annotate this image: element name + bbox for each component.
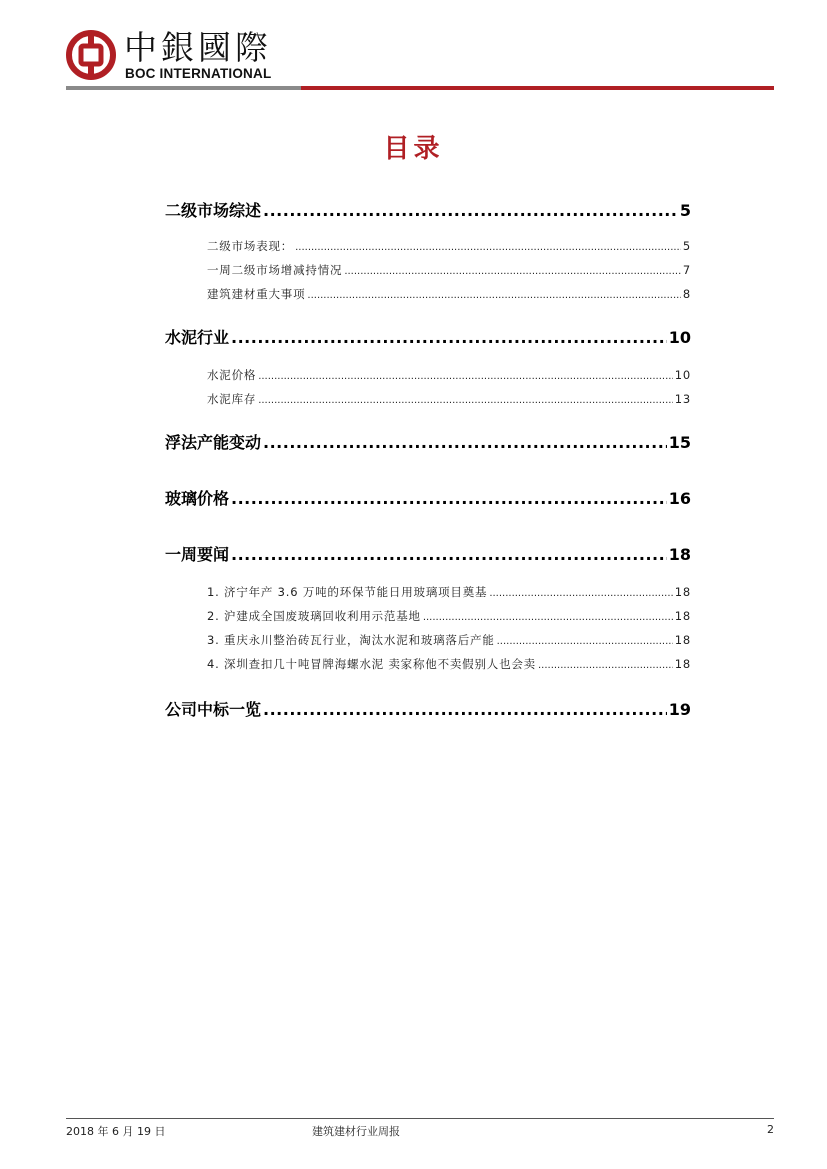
toc-entry-news-3[interactable] bbox=[207, 632, 691, 648]
header-rule-grey bbox=[66, 86, 301, 90]
toc-entry-page: 15 bbox=[668, 433, 691, 452]
toc-entry-news-4[interactable] bbox=[207, 656, 691, 672]
toc-entry-label: 二级市场综述 bbox=[165, 201, 262, 220]
toc-entry-label: 3. 重庆永川整治砖瓦行业，淘汰水泥和玻璃落后产能 bbox=[207, 633, 495, 647]
toc-entry-label: 水泥价格 bbox=[207, 368, 257, 382]
toc-leader-dots bbox=[231, 328, 667, 347]
toc-leader-dots bbox=[423, 612, 673, 623]
toc-leader-dots bbox=[263, 433, 667, 452]
toc-entry-page: 18 bbox=[674, 657, 691, 671]
toc-entry-cement-industry[interactable] bbox=[165, 325, 691, 348]
footer-report-name: 建筑建材行业周报 bbox=[312, 1125, 400, 1138]
toc-entry-label: 二级市场表现： bbox=[207, 239, 294, 253]
toc-entry-label: 玻璃价格 bbox=[165, 489, 230, 508]
toc-entry-page: 13 bbox=[674, 392, 691, 406]
toc-entry-weekly-news[interactable] bbox=[165, 542, 691, 565]
toc-entry-page: 7 bbox=[682, 263, 691, 277]
toc-entry-label: 公司中标一览 bbox=[165, 700, 262, 719]
toc-entry-page: 10 bbox=[668, 328, 691, 347]
page-header bbox=[66, 28, 774, 94]
toc-entry-glass-price[interactable] bbox=[165, 486, 691, 509]
logo-english-name: BOC INTERNATIONAL bbox=[125, 66, 272, 81]
toc-entry-company-bids[interactable] bbox=[165, 697, 691, 720]
logo-chinese-name: 中銀國際 bbox=[124, 28, 272, 67]
toc-entry-page: 5 bbox=[682, 239, 691, 253]
toc-entry-news-2[interactable] bbox=[207, 608, 691, 624]
toc-leader-dots bbox=[489, 588, 672, 599]
toc-entry-label: 2. 沪建成全国废玻璃回收利用示范基地 bbox=[207, 609, 421, 623]
toc-leader-dots bbox=[307, 290, 680, 301]
toc-entry-page: 18 bbox=[674, 585, 691, 599]
toc-entry-page: 18 bbox=[674, 633, 691, 647]
toc-entry-page: 16 bbox=[668, 489, 691, 508]
toc-entry-label: 4. 深圳查扣几十吨冒牌海螺水泥 卖家称他不卖假别人也会卖 bbox=[207, 657, 536, 671]
toc-entry-label: 一周二级市场增减持情况 bbox=[207, 263, 343, 277]
toc-leader-dots bbox=[258, 395, 673, 406]
toc-leader-dots bbox=[295, 242, 681, 253]
toc-entry-page: 8 bbox=[682, 287, 691, 301]
toc-entry-float-capacity[interactable] bbox=[165, 430, 691, 453]
toc-entry-major-events[interactable] bbox=[207, 286, 691, 302]
toc-entry-label: 一周要闻 bbox=[165, 545, 230, 564]
toc-leader-dots bbox=[263, 700, 667, 719]
toc-leader-dots bbox=[344, 266, 681, 277]
toc-entry-page: 18 bbox=[668, 545, 691, 564]
toc-leader-dots bbox=[538, 660, 673, 671]
toc-entry-cement-price[interactable] bbox=[207, 367, 691, 383]
footer-rule bbox=[66, 1118, 774, 1119]
toc-entry-label: 建筑建材重大事项 bbox=[207, 287, 306, 301]
toc-leader-dots bbox=[258, 371, 673, 382]
toc-entry-holdings-changes[interactable] bbox=[207, 262, 691, 278]
footer-page-number: 2 bbox=[767, 1123, 774, 1136]
toc-entry-label: 水泥行业 bbox=[165, 328, 230, 347]
toc-entry-label: 水泥库存 bbox=[207, 392, 257, 406]
toc-entry-page: 10 bbox=[674, 368, 691, 382]
toc-entry-page: 19 bbox=[668, 700, 691, 719]
boc-logo-icon bbox=[66, 30, 116, 80]
toc-entry-label: 浮法产能变动 bbox=[165, 433, 262, 452]
toc-entry-secondary-market[interactable] bbox=[165, 198, 691, 221]
toc-entry-cement-inventory[interactable] bbox=[207, 391, 691, 407]
toc-leader-dots bbox=[497, 636, 673, 647]
toc-entry-page: 5 bbox=[679, 201, 691, 220]
toc-leader-dots bbox=[231, 489, 667, 508]
header-rule-red bbox=[301, 86, 774, 90]
toc-entry-market-performance[interactable] bbox=[207, 238, 691, 254]
footer-date: 2018 年 6 月 19 日 bbox=[66, 1125, 166, 1138]
toc-entry-page: 18 bbox=[674, 609, 691, 623]
toc-entry-label: 1. 济宁年产 3.6 万吨的环保节能日用玻璃项目奠基 bbox=[207, 585, 488, 599]
toc-title: 目录 bbox=[383, 134, 444, 164]
toc-leader-dots bbox=[231, 545, 667, 564]
toc-entry-news-1[interactable] bbox=[207, 584, 691, 600]
toc-leader-dots bbox=[263, 201, 678, 220]
